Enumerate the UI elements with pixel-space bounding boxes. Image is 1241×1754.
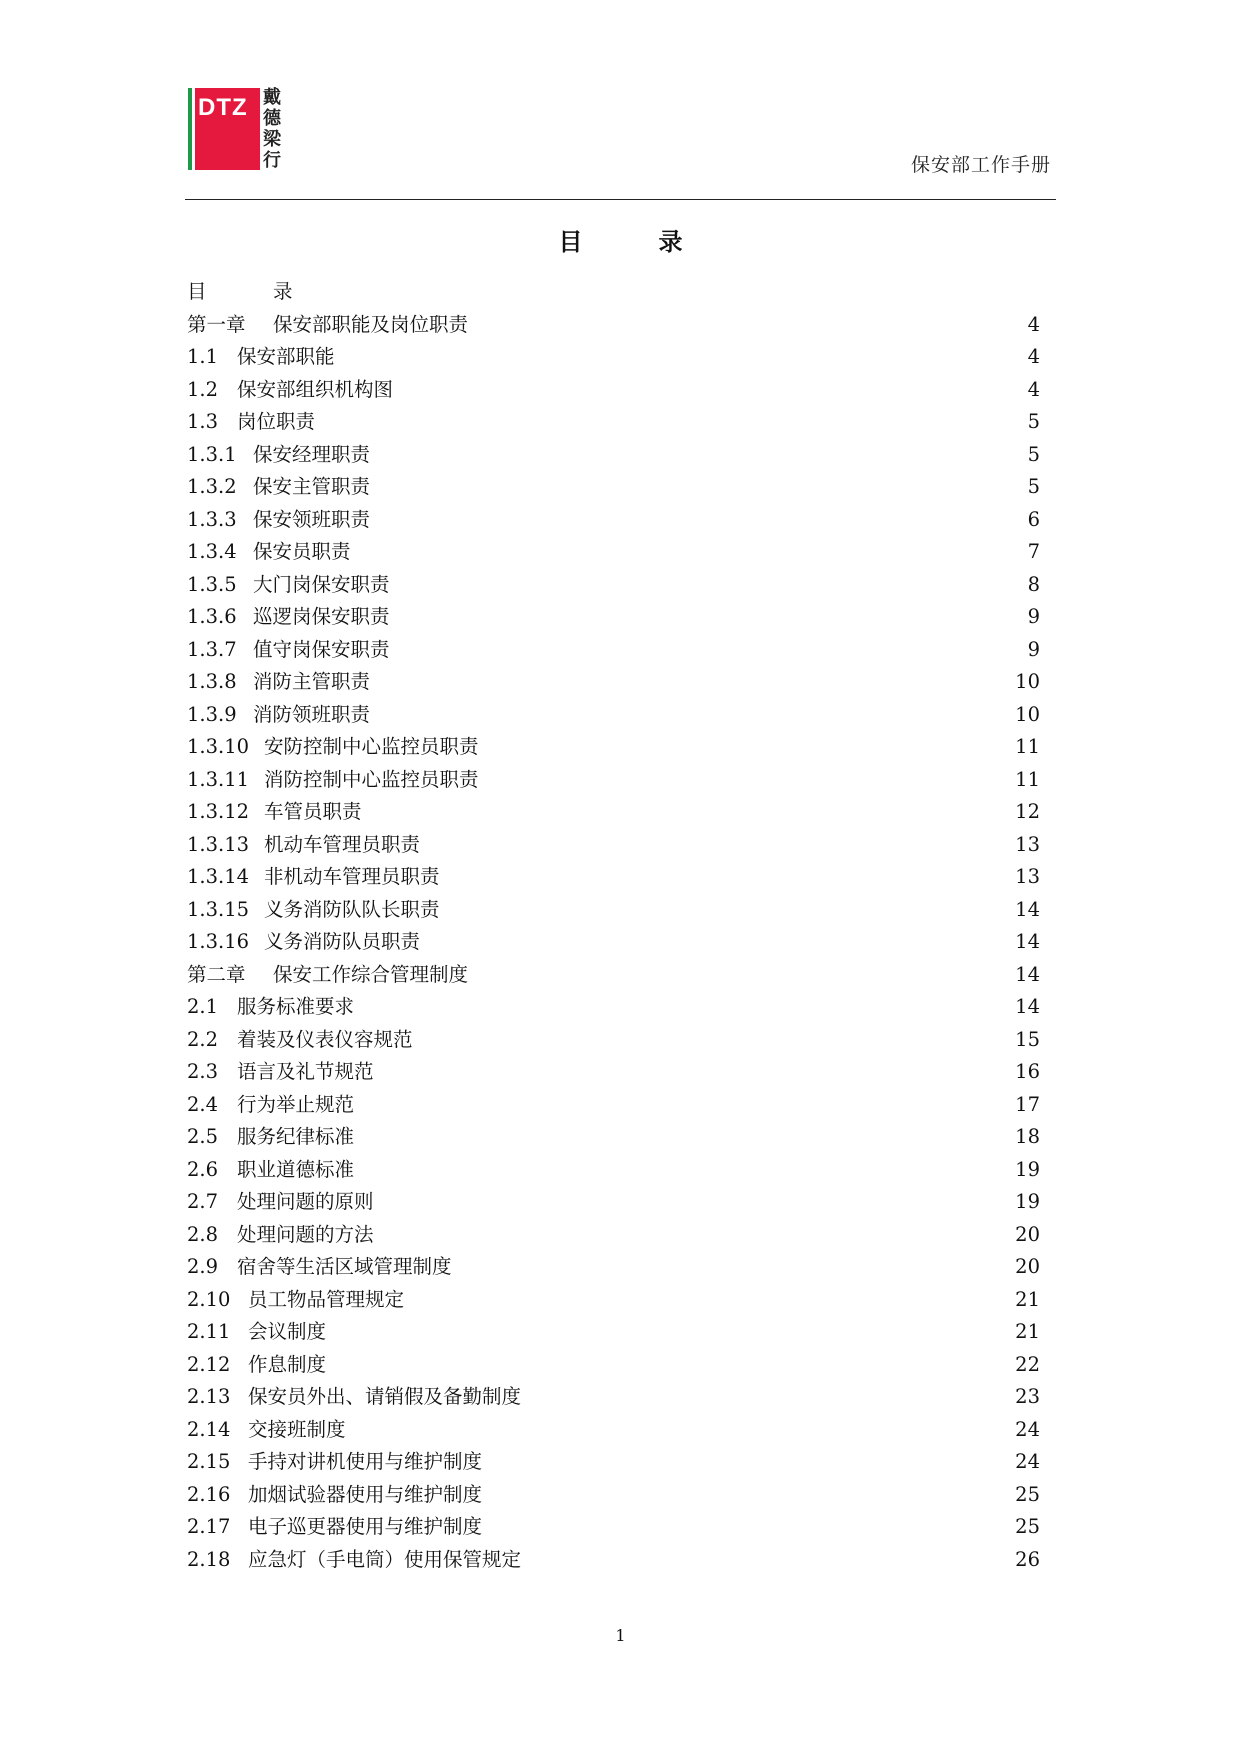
- logo-mark: DTZ: [198, 94, 248, 121]
- toc-entry[interactable]: [187, 1349, 1040, 1382]
- toc-entry-title: 作息制度: [248, 1352, 327, 1376]
- toc-entry-page: 8: [1027, 572, 1040, 596]
- toc-entry-title: 行为举止规范: [237, 1092, 355, 1116]
- toc-entry-number: 1.3.6: [187, 605, 237, 628]
- toc-entry-page: 14: [1015, 995, 1040, 1018]
- toc-entry-number: 2.7: [187, 1190, 219, 1213]
- toc-entry-number: 1.2: [187, 377, 219, 401]
- toc-entry[interactable]: [187, 1511, 1040, 1544]
- toc-entry-title: 保安主管职责: [253, 475, 371, 498]
- toc-entry-title: 保安经理职责: [253, 442, 371, 466]
- toc-entry-number: 1.1: [187, 345, 219, 368]
- toc-entry-number: 2.18: [187, 1547, 231, 1571]
- toc-entry-title: 员工物品管理规定: [248, 1287, 405, 1311]
- toc-entry-title: 保安领班职责: [253, 507, 371, 531]
- toc-entry-title: 大门岗保安职责: [253, 572, 390, 596]
- toc-entry-page: 11: [1015, 735, 1040, 758]
- toc-entry-title: 会议制度: [248, 1320, 327, 1343]
- toc-entry[interactable]: [187, 1316, 1040, 1349]
- toc-entry[interactable]: [187, 569, 1040, 602]
- toc-entry-number: 1.3.4: [187, 540, 237, 563]
- toc-entry-title: 车管员职责: [264, 800, 362, 823]
- toc-entry-number: 第二章: [187, 962, 246, 986]
- toc-entry-number: 2.8: [187, 1222, 219, 1246]
- toc-entry-number: 1.3.7: [187, 637, 237, 661]
- toc-entry[interactable]: [187, 1186, 1040, 1219]
- logo-char: 行: [263, 150, 281, 171]
- toc-entry-page: 19: [1015, 1157, 1040, 1181]
- toc-entry[interactable]: [187, 439, 1040, 472]
- toc-entry-page: 9: [1027, 605, 1040, 628]
- toc-entry[interactable]: [187, 1446, 1040, 1479]
- toc-entry-title: 值守岗保安职责: [253, 637, 390, 661]
- toc-entry-page: 10: [1015, 702, 1040, 726]
- logo-char: 戴: [263, 87, 281, 108]
- toc-entry-title: 处理问题的方法: [237, 1222, 374, 1246]
- toc-entry[interactable]: [187, 471, 1040, 504]
- toc-entry-title: 语言及礼节规范: [237, 1060, 374, 1083]
- toc-entry-number: 1.3.13: [187, 832, 250, 856]
- toc-entry-title: 保安员外出、请销假及备勤制度: [248, 1385, 522, 1408]
- toc-entry-number: 2.1: [187, 995, 219, 1018]
- toc-entry-page: 22: [1015, 1352, 1040, 1376]
- toc-entry-number: 2.11: [187, 1320, 231, 1343]
- toc-entry-page: 20: [1015, 1222, 1040, 1246]
- toc-entry[interactable]: [187, 861, 1040, 894]
- toc-entry-title: 非机动车管理员职责: [264, 865, 440, 888]
- toc-entry-title: 着装及仪表仪容规范: [237, 1027, 413, 1051]
- toc-entry-page: 14: [1015, 897, 1040, 921]
- toc-entry-number: 目: [187, 280, 207, 303]
- toc-entry-number: 1.3.12: [187, 800, 250, 823]
- toc-heading: [0, 222, 1241, 257]
- toc-entry-number: 1.3.2: [187, 475, 237, 498]
- toc-entry-title: 服务纪律标准: [237, 1125, 355, 1148]
- toc-entry-page: 4: [1027, 345, 1040, 368]
- toc-entry[interactable]: [187, 374, 1040, 407]
- toc-entry[interactable]: [187, 536, 1040, 569]
- toc-entry-page: 20: [1015, 1255, 1040, 1278]
- toc-entry-number: 1.3.11: [187, 767, 250, 791]
- toc-entry[interactable]: [187, 1544, 1040, 1577]
- toc-entry-page: 14: [1015, 930, 1040, 953]
- toc-entry-title: 保安工作综合管理制度: [273, 962, 469, 986]
- toc-entry-page: 5: [1027, 410, 1040, 433]
- toc-entry-page: 10: [1015, 670, 1040, 693]
- toc-entry-page: 24: [1015, 1417, 1040, 1441]
- toc-entry-title: 应急灯（手电筒）使用保管规定: [248, 1547, 522, 1571]
- toc-entry-number: 1.3: [187, 410, 219, 433]
- toc-entry-title: 录: [273, 280, 293, 303]
- toc-entry-number: 2.4: [187, 1092, 219, 1116]
- toc-entry[interactable]: [187, 666, 1040, 699]
- toc-entry[interactable]: [187, 699, 1040, 732]
- toc-entry-page: 17: [1015, 1092, 1040, 1116]
- toc-entry[interactable]: [187, 276, 1040, 309]
- toc-entry-page: 21: [1015, 1320, 1040, 1343]
- toc-entry[interactable]: [187, 764, 1040, 797]
- toc-entry-title: 消防控制中心监控员职责: [264, 767, 479, 791]
- toc-entry-title: 宿舍等生活区域管理制度: [237, 1255, 452, 1278]
- toc-entry-title: 保安部组织机构图: [237, 377, 394, 401]
- toc-entry-number: 第一章: [187, 312, 246, 336]
- document-title: 保安部工作手册: [910, 154, 1051, 176]
- toc-entry[interactable]: [187, 1284, 1040, 1317]
- toc-entry-number: 1.3.15: [187, 897, 250, 921]
- toc-entry-number: 1.3.9: [187, 702, 237, 726]
- toc-entry[interactable]: [187, 829, 1040, 862]
- toc-entry[interactable]: [187, 406, 1040, 439]
- toc-entry-title: 加烟试验器使用与维护制度: [248, 1482, 483, 1506]
- toc-entry-page: 15: [1015, 1027, 1040, 1051]
- toc-entry-page: 11: [1015, 767, 1040, 791]
- toc-entry-number: 1.3.14: [187, 865, 250, 888]
- toc-entry-title: 保安部职能: [237, 345, 335, 368]
- toc-entry-number: 2.15: [187, 1450, 231, 1473]
- toc-entry-number: 2.12: [187, 1352, 231, 1376]
- toc-entry-title: 职业道德标准: [237, 1157, 355, 1181]
- toc-entry-page: 13: [1015, 832, 1040, 856]
- toc-entry[interactable]: [187, 731, 1040, 764]
- toc-list: [187, 276, 1040, 1576]
- toc-entry[interactable]: [187, 309, 1040, 342]
- toc-entry-number: 1.3.8: [187, 670, 237, 693]
- toc-entry-page: 9: [1027, 637, 1040, 661]
- header-divider: [185, 199, 1056, 200]
- toc-entry[interactable]: [187, 1479, 1040, 1512]
- toc-entry[interactable]: [187, 1251, 1040, 1284]
- toc-entry[interactable]: [187, 1381, 1040, 1414]
- toc-entry-number: 2.13: [187, 1385, 231, 1408]
- toc-entry-page: 18: [1015, 1125, 1040, 1148]
- toc-entry-title: 消防主管职责: [253, 670, 371, 693]
- toc-entry-page: 25: [1015, 1515, 1040, 1538]
- toc-entry[interactable]: [187, 634, 1040, 667]
- toc-entry-number: 2.16: [187, 1482, 231, 1506]
- toc-entry[interactable]: [187, 1089, 1040, 1122]
- toc-entry[interactable]: [187, 1154, 1040, 1187]
- toc-entry[interactable]: [187, 991, 1040, 1024]
- toc-entry[interactable]: [187, 959, 1040, 992]
- toc-entry-page: 16: [1015, 1060, 1040, 1083]
- toc-entry-page: 19: [1015, 1190, 1040, 1213]
- toc-entry[interactable]: [187, 1219, 1040, 1252]
- toc-entry[interactable]: [187, 1056, 1040, 1089]
- toc-entry-title: 保安部职能及岗位职责: [273, 312, 469, 336]
- toc-entry-number: 2.6: [187, 1157, 219, 1181]
- toc-entry-number: 2.9: [187, 1255, 219, 1278]
- toc-entry[interactable]: [187, 1024, 1040, 1057]
- toc-entry-number: 1.3.3: [187, 507, 237, 531]
- toc-entry-title: 安防控制中心监控员职责: [264, 735, 479, 758]
- toc-entry-number: 2.5: [187, 1125, 219, 1148]
- toc-entry-title: 电子巡更器使用与维护制度: [248, 1515, 483, 1538]
- toc-entry-page: 12: [1015, 800, 1040, 823]
- logo-char: 德: [263, 108, 281, 129]
- toc-entry-page: 4: [1027, 312, 1040, 336]
- toc-entry[interactable]: [187, 926, 1040, 959]
- toc-entry[interactable]: [187, 504, 1040, 537]
- toc-entry-number: 1.3.5: [187, 572, 237, 596]
- toc-entry-title: 义务消防队员职责: [264, 930, 421, 953]
- toc-entry[interactable]: [187, 796, 1040, 829]
- toc-entry-title: 保安员职责: [253, 540, 351, 563]
- toc-entry-title: 手持对讲机使用与维护制度: [248, 1450, 483, 1473]
- toc-entry-page: 26: [1015, 1547, 1040, 1571]
- toc-entry-number: 2.14: [187, 1417, 231, 1441]
- toc-entry-page: 14: [1015, 962, 1040, 986]
- toc-entry[interactable]: [187, 601, 1040, 634]
- toc-heading-left: 目: [558, 227, 583, 256]
- page-number: 1: [615, 1626, 626, 1645]
- toc-entry-number: 1.3.1: [187, 442, 237, 466]
- toc-entry-number: 1.3.16: [187, 930, 250, 953]
- toc-entry-page: 5: [1027, 475, 1040, 498]
- toc-entry-number: 2.10: [187, 1287, 231, 1311]
- toc-entry[interactable]: [187, 341, 1040, 374]
- toc-entry-page: 4: [1027, 377, 1040, 401]
- toc-entry-number: 2.3: [187, 1060, 219, 1083]
- toc-entry-number: 2.17: [187, 1515, 231, 1538]
- toc-entry-title: 义务消防队队长职责: [264, 897, 440, 921]
- toc-entry-page: 24: [1015, 1450, 1040, 1473]
- toc-entry-number: 2.2: [187, 1027, 219, 1051]
- toc-entry-title: 岗位职责: [237, 410, 316, 433]
- toc-entry[interactable]: [187, 1121, 1040, 1154]
- toc-entry-page: 5: [1027, 442, 1040, 466]
- toc-entry-page: 23: [1015, 1385, 1040, 1408]
- logo-company-name: [261, 87, 283, 171]
- toc-heading-right: 录: [658, 227, 683, 256]
- toc-entry-page: 21: [1015, 1287, 1040, 1311]
- toc-entry-title: 处理问题的原则: [237, 1190, 374, 1213]
- toc-entry-title: 巡逻岗保安职责: [253, 605, 390, 628]
- logo-char: 梁: [263, 129, 281, 150]
- toc-entry-number: 1.3.10: [187, 735, 250, 758]
- toc-entry-title: 交接班制度: [248, 1417, 346, 1441]
- toc-entry-page: 13: [1015, 865, 1040, 888]
- toc-entry-page: 7: [1027, 540, 1040, 563]
- toc-entry-title: 服务标准要求: [237, 995, 355, 1018]
- toc-entry-page: 6: [1027, 507, 1040, 531]
- toc-entry-title: 消防领班职责: [253, 702, 371, 726]
- toc-entry-title: 机动车管理员职责: [264, 832, 421, 856]
- toc-entry-page: 25: [1015, 1482, 1040, 1506]
- toc-entry[interactable]: [187, 894, 1040, 927]
- toc-entry[interactable]: [187, 1414, 1040, 1447]
